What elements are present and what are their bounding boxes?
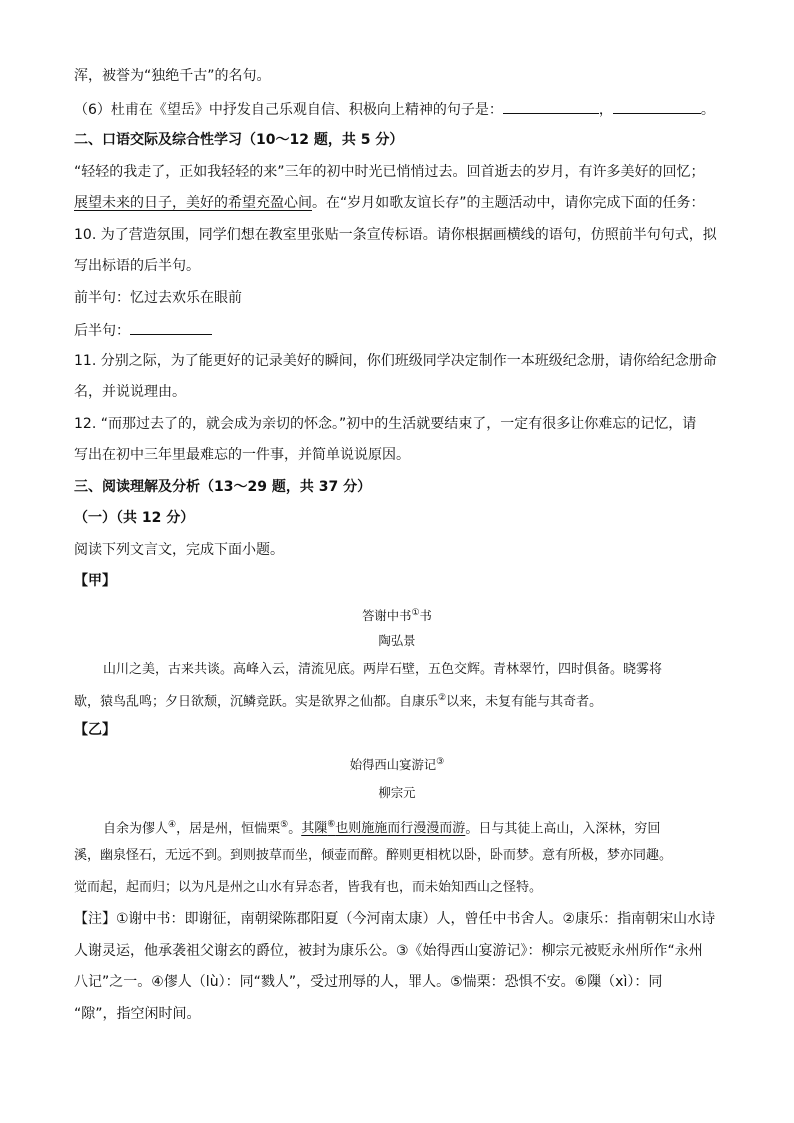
notes-line2: 人谢灵运，他承袭祖父谢玄的爵位，被封为康乐公。③《始得西山宴游记》：柳宗元被贬永州所作“永州 — [74, 943, 703, 959]
yi-para-line2: 溪，幽泉怪石，无远不到。到则披草而坐，倾壶而醉。醉则更相枕以卧，卧而梦。意有所极，梦亦同趣。 — [74, 848, 673, 863]
jia-title-end: 书 — [419, 609, 432, 624]
jia-para-line1: 山川之美，古来共谈。高峰入云，清流见底。两岸石壁，五色交辉。青林翠竹，四时俱备。晓雾将 — [103, 662, 663, 677]
reading-instruction: 阅读下列文言文，完成下面小题。 — [74, 542, 284, 558]
q10-second-half-label: 后半句： — [74, 323, 130, 339]
section3-heading: 三、阅读理解及分析（13～29 题，共 37 分） — [74, 479, 372, 495]
notes-line4: “隙”，指空闲时间。 — [74, 1006, 201, 1022]
q12-line1: 12. “而那过去了的，就会成为亲切的怀念。”初中的生活就要结束了，一定有很多让你难忘的记忆，请 — [74, 416, 697, 432]
underlined-sentence: 展望未来的日子，美好的希望充盈心间 — [74, 195, 312, 211]
yi-p1-note2: ⑤ — [280, 820, 289, 830]
answer-blank-2[interactable] — [613, 98, 701, 114]
jia-para-line2 — [74, 688, 602, 712]
yi-para-line1 — [103, 815, 660, 839]
q9-item-6 — [74, 98, 715, 120]
answer-blank-1[interactable] — [503, 98, 599, 114]
jia-title-note: ① — [411, 608, 420, 618]
yi-author: 柳宗元 — [378, 786, 416, 800]
section2-intro-line2 — [74, 193, 705, 213]
yi-p1b: ，居是州，恒惴栗 — [176, 821, 281, 837]
notes-line1: 【注】①谢中书：即谢征，南朝梁陈郡阳夏（今河南太康）人，曾任中书舍人。②康乐：指南朝宋山水诗 — [74, 911, 716, 927]
yi-p1d: 。日与其徒上高山，入深林，穷回 — [465, 821, 661, 837]
jia-p2b: 以来，未复有能与其奇者。 — [446, 694, 603, 710]
section2-heading: 二、口语交际及综合性学习（10～12 题，共 5 分） — [74, 132, 404, 148]
yi-title-note: ③ — [436, 757, 445, 767]
yi-title-text: 始得西山宴游记 — [349, 758, 437, 773]
jia-label: 【甲】 — [74, 573, 116, 589]
notes-line3: 八记”之一。④僇人（lù）：同“戮人”，受过刑辱的人，罪人。⑤惴栗：恐惧不安。⑥隟（xì）：同 — [74, 974, 663, 990]
yi-p1-ul2: 也则施施而行漫漫而游 — [335, 821, 466, 837]
section2-intro-line1: “轻轻的我走了，正如我轻轻的来”三年的初中时光已悄悄过去。回首逝去的岁月，有许多美好的回忆； — [74, 164, 705, 180]
yi-p1-ul1: 其隟 — [301, 821, 328, 837]
yi-p1-note1: ④ — [168, 820, 177, 830]
q11-line2: 名，并说说理由。 — [74, 384, 186, 400]
jia-p2a: 歇，猿鸟乱鸣；夕日欲颓，沉鳞竞跃。实是欲界之仙都。自康乐 — [74, 694, 439, 710]
q9-continuation: 浑，被誉为“独绝千古”的名句。 — [74, 68, 271, 84]
q10-first-half: 前半句：忆过去欢乐在眼前 — [74, 290, 242, 306]
q9-item6-sep: ， — [598, 102, 613, 118]
yi-p1a: 自余为僇人 — [103, 821, 169, 837]
yi-p1-note3: ⑥ — [327, 820, 336, 830]
q11-line1: 11. 分别之际，为了能更好的记录美好的瞬间，你们班级同学决定制作一本班级纪念册，请你给纪念册命 — [74, 353, 717, 369]
q10-line2: 写出标语的后半句。 — [74, 258, 200, 274]
yi-p1c: 。 — [288, 821, 302, 837]
q12-line2: 写出在初中三年里最难忘的一件事，并简单说说原因。 — [74, 447, 410, 463]
yi-underlined-sentence — [301, 821, 465, 836]
q9-item6-prompt: （6）杜甫在《望岳》中抒发自己乐观自信、积极向上精神的句子是： — [74, 102, 503, 118]
q9-item6-end: 。 — [700, 102, 715, 118]
part1-heading: （一）（共 12 分） — [74, 510, 195, 526]
yi-label: 【乙】 — [74, 722, 116, 738]
q10-line1: 10. 为了营造氛围，同学们想在教室里张贴一条宣传标语。请你根据画横线的语句，仿照前半句句式，拟 — [74, 227, 717, 243]
section2-intro-rest: 。在“岁月如歌友谊长存”的主题活动中，请你完成下面的任务： — [312, 195, 705, 211]
jia-author: 陶弘景 — [378, 634, 416, 648]
jia-p2-note: ② — [438, 693, 447, 703]
answer-blank-3[interactable] — [130, 319, 212, 335]
q10-second-half — [74, 319, 212, 341]
jia-title-text: 答谢中书 — [362, 609, 412, 624]
yi-para-line3: 觉而起，起而归；以为凡是州之山水有异态者，皆我有也，而未始知西山之怪特。 — [74, 880, 543, 895]
yi-title — [0, 752, 794, 775]
jia-title — [0, 603, 794, 626]
